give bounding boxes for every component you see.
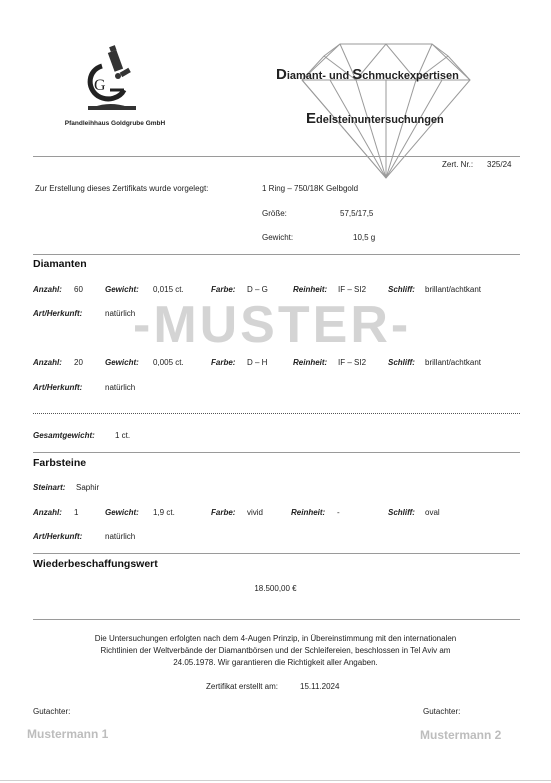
title1-initial-d: D [276, 66, 287, 83]
total-weight-value: 1 ct. [115, 431, 131, 440]
farbe-value: vivid [247, 508, 264, 517]
farbe-label: Farbe: [211, 285, 236, 294]
steinart-value: Saphir [76, 483, 100, 492]
divider [33, 254, 520, 255]
created-date: 15.11.2024 [300, 682, 340, 691]
watermark-muster: -MUSTER- [133, 296, 412, 354]
footer-line-3: 24.05.1978. Wir garantieren die Richtigkeit aller Angaben. [173, 658, 378, 667]
schliff-value: brillant/achtkant [425, 285, 482, 294]
reinheit-value: IF – SI2 [338, 285, 367, 294]
reinheit-value: - [337, 508, 340, 517]
steinart-label: Steinart: [33, 483, 66, 492]
reinheit-label: Reinheit: [293, 358, 328, 367]
gewicht-label: Gewicht: [105, 358, 139, 367]
divider [33, 553, 520, 554]
examiner-signature-2: Mustermann 2 [420, 728, 502, 742]
art-value: natürlich [105, 309, 136, 318]
title-line-1 [276, 66, 459, 84]
item-description: 1 Ring – 750/18K Gelbgold [262, 184, 359, 193]
examiner-label-1: Gutachter: [33, 707, 71, 716]
anzahl-value: 20 [74, 358, 83, 367]
schliff-value: oval [425, 508, 440, 517]
art-value: natürlich [105, 383, 136, 392]
cert-number-label: Zert. Nr.: [442, 160, 474, 169]
art-value: natürlich [105, 532, 136, 541]
weight-value: 10,5 g [353, 233, 376, 242]
farbe-value: D – G [247, 285, 268, 294]
title2-rest: delsteinuntersuchungen [316, 114, 444, 126]
farbe-label: Farbe: [211, 358, 236, 367]
gewicht-value: 1,9 ct. [153, 508, 175, 517]
gewicht-label: Gewicht: [105, 285, 139, 294]
cert-number: 325/24 [487, 160, 512, 169]
diamonds-title: Diamanten [33, 258, 87, 270]
title1-part2: chmuckexpertisen [362, 70, 459, 82]
item-intro: Zur Erstellung dieses Zertifikats wurde vorgelegt: [35, 184, 209, 193]
dotted-divider [33, 413, 520, 414]
svg-text:G: G [94, 77, 106, 94]
schliff-value: brillant/achtkant [425, 358, 482, 367]
gewicht-value: 0,015 ct. [153, 285, 184, 294]
footer-line-1: Die Untersuchungen erfolgten nach dem 4-Augen Prinzip, in Übereinstimmung mit den internationalen [94, 634, 457, 643]
weight-label: Gewicht: [262, 233, 294, 242]
farbe-value: D – H [247, 358, 268, 367]
examiner-signature-1: Mustermann 1 [27, 727, 109, 741]
microscope-logo-icon [80, 44, 142, 116]
total-weight-label: Gesamtgewicht: [33, 431, 95, 440]
title1-initial-s: S [352, 66, 363, 83]
farbe-label: Farbe: [211, 508, 236, 517]
size-value: 57,5/17,5 [340, 209, 374, 218]
title2-initial-e: E [306, 110, 317, 127]
art-label: Art/Herkunft: [33, 532, 83, 541]
footer-line-2: Richtlinien der Weltverbände der Diamantbörsen und der Schleifereien, beschlossen in Tel Aviv am [100, 646, 451, 655]
replacement-value: 18.500,00 € [254, 584, 297, 593]
created-label: Zertifikat erstellt am: [206, 682, 279, 691]
title1-part1: iamant- und [286, 70, 353, 82]
anzahl-label: Anzahl: [33, 508, 62, 517]
schliff-label: Schliff: [388, 285, 415, 294]
art-label: Art/Herkunft: [33, 309, 83, 318]
anzahl-value: 1 [74, 508, 79, 517]
anzahl-label: Anzahl: [33, 358, 62, 367]
reinheit-value: IF – SI2 [338, 358, 367, 367]
gewicht-value: 0,005 ct. [153, 358, 184, 367]
divider [33, 619, 520, 620]
company-name: Pfandleihhaus Goldgrube GmbH [64, 120, 166, 127]
schliff-label: Schliff: [388, 508, 415, 517]
page-bottom-edge [0, 780, 551, 781]
reinheit-label: Reinheit: [293, 285, 328, 294]
title-line-2 [306, 110, 444, 128]
schliff-label: Schliff: [388, 358, 415, 367]
replacement-title: Wiederbeschaffungswert [33, 558, 158, 570]
art-label: Art/Herkunft: [33, 383, 83, 392]
size-label: Größe: [262, 209, 287, 218]
divider [33, 156, 520, 157]
gemstones-title: Farbsteine [33, 457, 87, 469]
divider [33, 452, 520, 453]
examiner-label-2: Gutachter: [423, 707, 461, 716]
reinheit-label: Reinheit: [291, 508, 326, 517]
gewicht-label: Gewicht: [105, 508, 139, 517]
anzahl-label: Anzahl: [33, 285, 62, 294]
anzahl-value: 60 [74, 285, 83, 294]
